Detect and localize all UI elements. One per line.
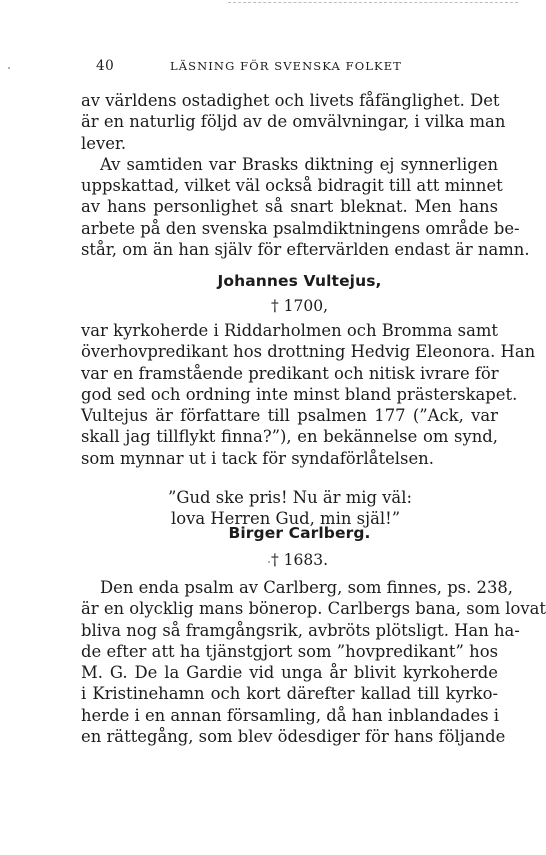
verse-line: ”Gud ske pris! Nu är mig väl:	[168, 488, 412, 507]
text-line: var en framstående predikant och nitisk ivrare för	[81, 363, 499, 383]
text-line: lever.	[81, 133, 127, 153]
text-line: var kyrkoherde i Riddarholmen och Bromma samt	[81, 321, 498, 340]
section-heading-carlberg: Birger Carlberg.	[228, 524, 371, 542]
verse-line: lova Herren Gud, min själ!”	[171, 509, 401, 528]
text-line: god sed och ordning inte minst bland prästerskapet.	[81, 384, 518, 404]
text-line: av världens ostadighet och livets fåfänglighet. Det	[81, 91, 500, 110]
text-line: av hans personlighet så snart bleknat. Men hans	[81, 197, 498, 217]
running-title: LÄSNING FÖR SVENSKA FOLKET	[170, 59, 402, 73]
text-line: bliva nog så framgångsrik, avbröts plötsligt. Han ha-	[81, 620, 520, 640]
text-line: herde i en annan församling, då han inblandades i	[81, 705, 500, 725]
text-line: är en naturlig följd av de omvälvningar, i vilka man	[81, 112, 506, 132]
text-line: står, om än han själv för eftervärlden endast är namn.	[81, 240, 530, 260]
text-line: i Kristinehamn och kort därefter kallad till kyrko-	[81, 684, 498, 704]
section-heading-vultejus: Johannes Vultejus,	[217, 272, 382, 290]
text-line: Den enda psalm av Carlberg, som finnes, ps. 238,	[100, 578, 514, 597]
text-line: uppskattad, vilket väl också bidragit till att minnet	[81, 176, 503, 196]
death-year-carlberg: † 1683.	[270, 551, 329, 569]
intro-paragraphs	[81, 90, 530, 260]
text-line: skall jag tillflykt finna?”), en bekännelse om synd,	[81, 427, 498, 447]
text-line: Av samtiden var Brasks diktning ej synnerligen	[100, 154, 498, 174]
vultejus-paragraph	[81, 320, 536, 469]
text-line: M. G. De la Gardie vid unga år blivit kyrkoherde	[81, 663, 498, 683]
text-line: är en olycklig mans bönerop. Carlbergs bana, som lovat	[81, 599, 546, 619]
text-line: de efter att ha tjänstgjort som ”hovpredikant” hos	[81, 641, 498, 661]
text-line: Vultejus är författare till psalmen 177 (”Ack, var	[81, 406, 498, 426]
running-header	[96, 58, 498, 76]
page-number: 40	[96, 58, 115, 74]
carlberg-paragraph	[81, 577, 546, 747]
scan-speck	[268, 561, 270, 563]
text-line: en rättegång, som blev ödesdiger för hans följande	[81, 727, 506, 747]
scan-edge-line	[228, 2, 518, 3]
text-line: som mynnar ut i tack för syndaförlåtelsen.	[81, 448, 434, 468]
death-year-vultejus: † 1700,	[270, 297, 329, 315]
text-line: arbete på den svenska psalmdiktningens område be-	[81, 218, 520, 238]
scan-speck	[8, 67, 10, 69]
text-line: överhovpredikant hos drottning Hedvig Eleonora. Han	[81, 342, 536, 362]
